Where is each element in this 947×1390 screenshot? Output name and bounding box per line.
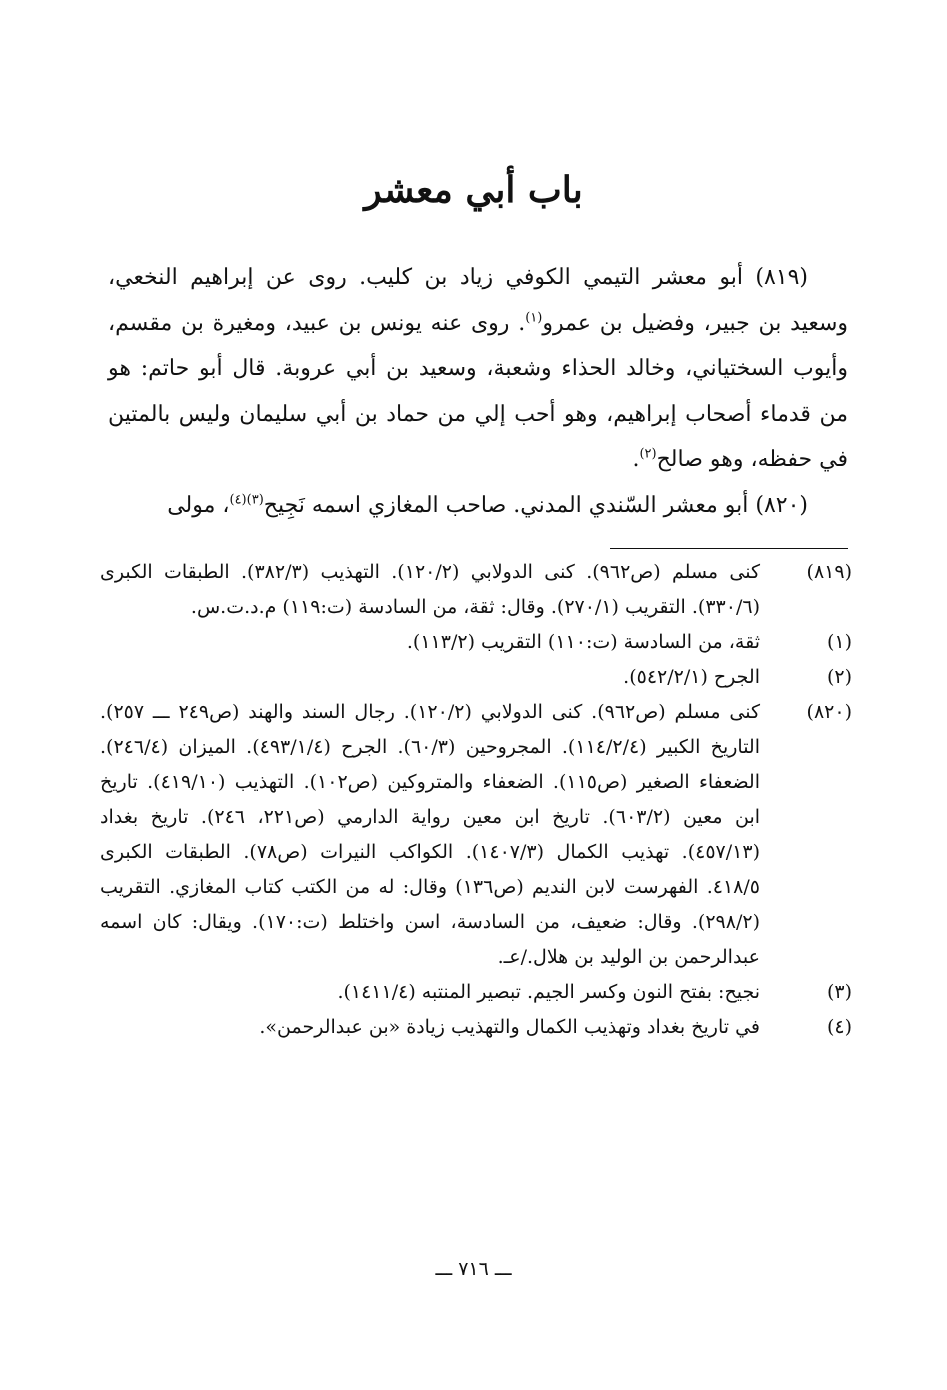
footnote-number: (٨١٩) — [806, 561, 852, 583]
footnote-text: الجرح (٥٤٢/٢/١). — [623, 666, 760, 688]
entry-819-text-b: . روى عنه يونس بن عبيد، ومغيرة بن مقسم، وأيوب السختياني، وخالد الحذاء وشعبة، وسعيد بن أبي عروبة. قال أبو حاتم: هو من قدماء أصحاب إبراهيم، وهو أحب إلي من حماد بن أبي سليمان وليس بالمتين في حفظه، وهو صالح — [108, 310, 848, 472]
footnote-4 — [100, 1010, 852, 1045]
footnote-ref-3: (٣) — [246, 492, 264, 508]
chapter-title: باب أبي معشر — [364, 169, 583, 211]
footnote-text: في تاريخ بغداد وتهذيب الكمال والتهذيب زيادة «بن عبدالرحمن». — [259, 1016, 760, 1038]
footnote-820 — [100, 695, 852, 975]
page-number: ـــ ٧١٦ ـــ — [435, 1258, 512, 1280]
footnote-text: كنى مسلم (ص٩٦٢). كنى الدولابي (١٢٠/٢). التهذيب (٣٨٢/٣). الطبقات الكبرى (٣٣٠/٦). التقريب (٢٧٠/١). وقال: ثقة، من السادسة (ت:١١٩) م.د.ت.س. — [100, 561, 761, 618]
footnote-text: كنى مسلم (ص٩٦٢). كنى الدولابي (١٢٠/٢). رجال السند والهند (ص٢٤٩ ـــ ٢٥٧). التاريخ الكبير (١١٤/٢/٤). المجروحين (٦٠/٣). الجرح (٤٩٣/١/٤). الميزان (٢٤٦/٤). الضعفاء الصغير (ص١١٥). الضعفاء والمتروكين (ص١٠٢). التهذيب (٤١٩/١٠). تاريخ ابن معين (٦٠٣/٢). تاريخ ابن معين رواية الدارمي (ص٢٢١، ٢٤٦). تاريخ بغداد (٤٥٧/١٣). تهذيب الكمال (١٤٠٧/٣). الكواكب النيرات (ص٧٨). الطبقات الكبرى ٤١٨/٥. الفهرست لابن النديم (ص١٣٦) وقال: له من الكتب كتاب المغازي. التقريب (٢٩٨/٢). وقال: ضعيف، من السادسة، اسن واختلط (ت:١٧٠). ويقال: كان اسمه عبدالرحمن بن الوليد بن هلال./عـ. — [100, 701, 761, 968]
footnote-number: (٢) — [826, 666, 852, 688]
footnote-1 — [100, 625, 852, 660]
footnote-separator — [610, 548, 848, 549]
main-text — [108, 255, 848, 533]
footnote-number: (٨٢٠) — [806, 701, 852, 723]
footnotes — [100, 555, 852, 1045]
footnote-ref-1: (١) — [525, 310, 543, 326]
footnote-number: (٤) — [826, 1016, 852, 1038]
footnote-ref-4: (٤) — [229, 492, 247, 508]
footnote-2 — [100, 660, 852, 695]
entry-819-text-a: (٨١٩) أبو معشر التيمي الكوفي زياد بن كليب. روى عن إبراهيم النخعي، وسعيد بن جبير، وفضيل بن عمرو — [108, 265, 849, 336]
entry-820-text-b: ، مولى — [167, 493, 230, 518]
footnote-text: ثقة، من السادسة (ت:١١٠) التقريب (١١٣/٢). — [406, 631, 760, 653]
footnote-number: (١) — [826, 631, 852, 653]
entry-820-text-a: (٨٢٠) أبو معشر السّندي المدني. صاحب المغازي اسمه نَجِيح — [263, 493, 808, 518]
footnote-3 — [100, 975, 852, 1010]
footnote-819 — [100, 555, 852, 625]
entry-819 — [108, 255, 848, 483]
entry-819-text-end: . — [632, 447, 640, 472]
footnote-ref-2: (٢) — [639, 446, 657, 462]
entry-820 — [108, 483, 848, 533]
footnote-text: نجيح: بفتح النون وكسر الجيم. تبصير المنتبه (١٤١١/٤). — [337, 981, 760, 1003]
footnote-number: (٣) — [826, 981, 852, 1003]
